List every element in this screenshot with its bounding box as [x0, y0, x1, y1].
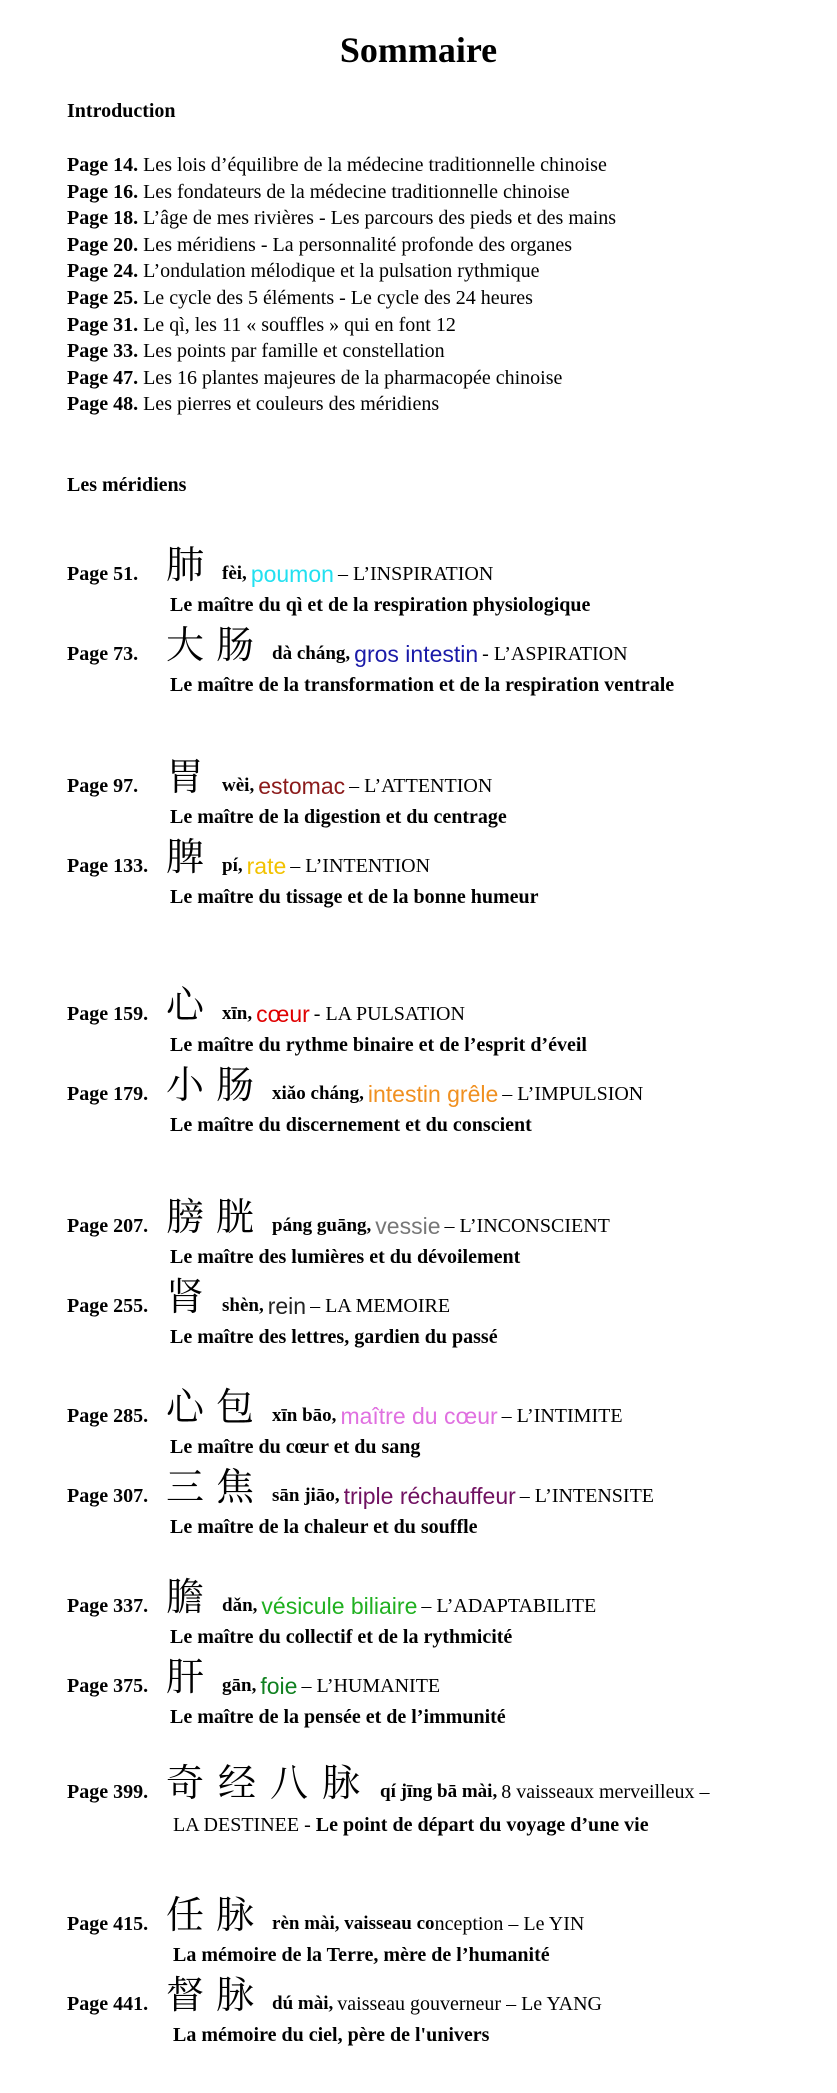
entry-text: Les pierres et couleurs des méridiens [143, 393, 440, 416]
page-ref: Page 255. [67, 1295, 149, 1317]
hanzi: 脾 [166, 835, 217, 879]
list-item [67, 338, 616, 365]
organ-name: rein [267, 1293, 307, 1319]
meridian-theme: – L’INTIMITE [501, 1405, 623, 1427]
meridian-description: Le maître du collectif et de la rythmicité [170, 1626, 513, 1648]
meridian-description: Le maître du cœur et du sang [170, 1436, 421, 1458]
organ-name: foie [260, 1673, 298, 1699]
vaisseaux-merveilleux-entry [67, 1758, 710, 1838]
meridian-theme: – L’HUMANITE [301, 1675, 441, 1697]
meridian-entry-heart [67, 980, 587, 1058]
meridian-description [173, 1812, 710, 1838]
hanzi: 膀胱 [166, 1195, 267, 1239]
entry-text: Les 16 plantes majeures de la pharmacopée chinoise [143, 366, 563, 389]
page-ref: Page 48. [67, 393, 139, 416]
pinyin: sān jiāo, [272, 1485, 340, 1506]
entry-text: Le cycle des 5 éléments - Le cycle des 24 heures [143, 286, 533, 309]
meridian-entry-bladder [67, 1192, 610, 1270]
page-ref: Page 25. [67, 286, 139, 309]
meridian-entry-gallbladder [67, 1572, 596, 1650]
list-item [67, 258, 616, 285]
meridian-description: Le maître du rythme binaire et de l’esprit d’éveil [170, 1034, 587, 1056]
pinyin: pí, [222, 855, 243, 876]
entry-text: Le qì, les 11 « souffles » qui en font 12 [143, 313, 456, 336]
organ-name: gros intestin [354, 641, 479, 667]
page-ref: Page 337. [67, 1595, 149, 1617]
page-ref: Page 51. [67, 563, 139, 585]
entry-text: Les méridiens - La personnalité profonde des organes [143, 233, 573, 256]
meridian-theme: - LA PULSATION [313, 1003, 465, 1025]
page-ref: Page 307. [67, 1485, 149, 1507]
list-item [67, 232, 616, 259]
meridian-entry-pericardium [67, 1382, 623, 1460]
list-item [67, 391, 616, 418]
pinyin: wèi, [222, 775, 255, 796]
meridian-theme: – L’INTENSITE [519, 1485, 655, 1507]
meridian-description: Le maître de la chaleur et du souffle [170, 1516, 478, 1538]
pinyin: rèn mài, vaisseau co [272, 1913, 435, 1934]
meridian-entry-small-intestine [67, 1060, 643, 1138]
du-mai-entry [67, 1970, 602, 2048]
list-item [67, 312, 616, 339]
entry-text: Les fondateurs de la médecine traditionnelle chinoise [143, 180, 570, 203]
organ-name: vésicule biliaire [261, 1593, 418, 1619]
hanzi: 肝 [166, 1655, 217, 1699]
page-ref: Page 73. [67, 643, 139, 665]
organ-name: poumon [250, 561, 334, 587]
list-item [67, 365, 616, 392]
hanzi: 心 [166, 983, 217, 1027]
pinyin: shèn, [222, 1295, 264, 1316]
meridian-theme: – L’ATTENTION [349, 775, 493, 797]
page-ref: Page 207. [67, 1215, 149, 1237]
entry-text: L’âge de mes rivières - Les parcours des pieds et des mains [143, 207, 617, 230]
meridian-description: La mémoire de la Terre, mère de l’humanité [173, 1944, 550, 1966]
hanzi: 奇经八脉 [166, 1761, 375, 1805]
page-ref: Page 133. [67, 855, 149, 877]
meridian-description: La mémoire du ciel, père de l'univers [173, 2024, 490, 2046]
ren-mai-entry [67, 1890, 584, 1968]
organ-name: triple réchauffeur [343, 1483, 516, 1509]
pinyin: xīn bāo, [272, 1405, 337, 1426]
pinyin: dǎn, [222, 1595, 258, 1616]
meridian-theme: - L’ASPIRATION [482, 643, 628, 665]
page-ref: Page 159. [67, 1003, 149, 1025]
page-ref: Page 399. [67, 1781, 149, 1803]
organ-name: vessie [375, 1213, 441, 1239]
pinyin: xiǎo cháng, [272, 1083, 364, 1104]
entry-text: Les lois d’équilibre de la médecine traditionnelle chinoise [143, 154, 607, 176]
meridian-theme: – L’INCONSCIENT [444, 1215, 610, 1237]
meridian-entry-lung [67, 540, 590, 618]
organ-name: intestin grêle [367, 1081, 499, 1107]
meridian-description: Le maître du discernement et du conscient [170, 1114, 532, 1136]
meridian-theme: vaisseau gouverneur – Le YANG [337, 1993, 603, 2015]
hanzi: 膽 [166, 1575, 217, 1619]
meridian-theme: – LA MEMOIRE [310, 1295, 451, 1317]
organ-name: cœur [256, 1001, 310, 1027]
pinyin: dú mài, [272, 1993, 334, 2014]
hanzi: 小肠 [166, 1063, 267, 1107]
page-ref: Page 20. [67, 233, 139, 256]
meridian-entry-large-intestine [67, 620, 674, 698]
page-ref: Page 97. [67, 775, 139, 797]
meridian-entry-stomach [67, 752, 507, 830]
hanzi: 肺 [166, 543, 217, 587]
meridian-theme: – L’INSPIRATION [337, 563, 494, 585]
pinyin: dà cháng, [272, 643, 351, 664]
hanzi: 任脉 [166, 1893, 267, 1937]
meridian-theme: 8 vaisseaux merveilleux – [501, 1781, 710, 1803]
meridian-theme: – L’ADAPTABILITE [421, 1595, 597, 1617]
pinyin: fèi, [222, 563, 247, 584]
organ-name: estomac [258, 773, 346, 799]
entry-text: L’ondulation mélodique et la pulsation rythmique [143, 260, 540, 283]
meridian-description: Le maître de la transformation et de la respiration ventrale [170, 674, 675, 696]
page-ref: Page 31. [67, 313, 139, 336]
hanzi: 三焦 [166, 1465, 267, 1509]
meridian-entry-kidney [67, 1272, 498, 1350]
page-ref: Page 47. [67, 366, 139, 389]
pinyin: xīn, [222, 1003, 253, 1024]
list-item [67, 285, 616, 312]
hanzi: 督脉 [166, 1973, 267, 2017]
list-item [67, 205, 616, 232]
hanzi: 大肠 [166, 623, 267, 667]
meridian-description: Le maître de la pensée et de l’immunité [170, 1706, 506, 1728]
pinyin: páng guāng, [272, 1215, 372, 1236]
pinyin: gān, [222, 1675, 257, 1696]
destiny-description: Le point de départ du voyage d’une vie [315, 1814, 649, 1836]
destiny-label: LA DESTINEE - [173, 1814, 316, 1836]
meridian-entry-spleen [67, 832, 539, 910]
hanzi: 胃 [166, 755, 217, 799]
hanzi: 肾 [166, 1275, 217, 1319]
page-ref: Page 24. [67, 260, 139, 283]
organ-name: maître du cœur [340, 1403, 498, 1429]
list-item [67, 179, 616, 206]
page-ref: Page 375. [67, 1675, 149, 1697]
meridian-description: Le maître du qì et de la respiration physiologique [170, 594, 591, 616]
page-ref: Page 33. [67, 340, 139, 363]
meridian-entry-triple-warmer [67, 1462, 654, 1540]
meridian-description: Le maître de la digestion et du centrage [170, 806, 507, 828]
page-ref: Page 18. [67, 207, 139, 230]
meridian-theme: – L’INTENTION [290, 855, 431, 877]
page-ref: Page 179. [67, 1083, 149, 1105]
introduction-heading: Introduction [67, 100, 176, 122]
page-ref: Page 285. [67, 1405, 149, 1427]
page-ref: Page 14. [67, 154, 139, 176]
meridian-entry-liver [67, 1652, 506, 1730]
page-title: Sommaire [339, 30, 498, 70]
page-ref: Page 16. [67, 180, 139, 203]
pinyin: qí jīng bā mài, [380, 1781, 498, 1802]
introduction-list [67, 152, 616, 418]
meridian-theme: nception – Le YIN [434, 1913, 585, 1935]
hanzi: 心包 [166, 1385, 267, 1429]
list-item [67, 152, 616, 179]
meridian-theme: – L’IMPULSION [502, 1083, 644, 1105]
meridian-description: Le maître du tissage et de la bonne humeur [170, 886, 539, 908]
page-ref: Page 415. [67, 1913, 149, 1935]
meridian-description: Le maître des lettres, gardien du passé [170, 1326, 498, 1348]
meridian-description: Le maître des lumières et du dévoilement [170, 1246, 521, 1268]
entry-text: Les points par famille et constellation [143, 340, 445, 363]
page-ref: Page 441. [67, 1993, 149, 2015]
organ-name: rate [246, 853, 287, 879]
meridiens-heading: Les méridiens [67, 474, 187, 496]
